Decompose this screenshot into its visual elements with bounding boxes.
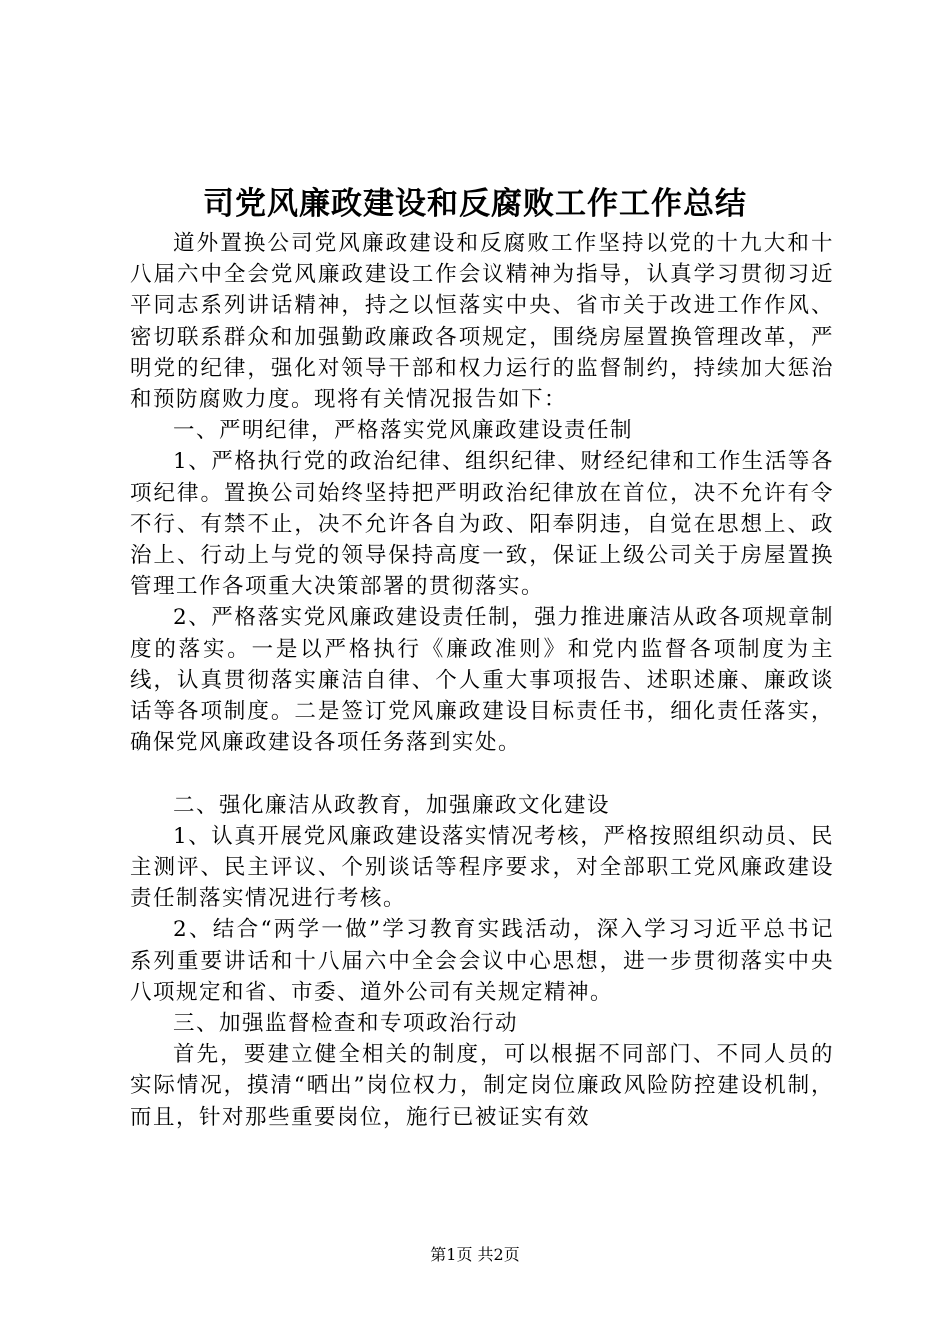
document-body [130,228,834,1133]
page-footer: 第1页 共2页 [430,1245,520,1264]
document-title: 司党风廉政建设和反腐败工作工作总结 [203,186,747,222]
paragraph-2-2: 2、结合“两学一做”学习教育实践活动，深入学习习近平总书记系列重要讲话和十八届六中全会会议中心思想，进一步贯彻落实中央八项规定和省、市委、道外公司有关规定精神。 [130,917,834,1005]
intro-paragraph: 道外置换公司党风廉政建设和反腐败工作坚持以党的十九大和十八届六中全会党风廉政建设工作会议精神为指导，认真学习贯彻习近平同志系列讲话精神，持之以恒落实中央、省市关于改进工作作风、密切联系群众和加强勤政廉政各项规定，围绕房屋置换管理改革，严明党的纪律，强化对领导干部和权力运行的监督制约，持续加大惩治和预防腐败力度。现将有关情况报告如下： [130,231,834,413]
section-heading-3: 三、加强监督检查和专项政治行动 [173,1011,519,1037]
paragraph-2-1: 1、认真开展党风廉政建设落实情况考核，严格按照组织动员、民主测评、民主评议、个别谈话等程序要求，对全部职工党风廉政建设责任制落实情况进行考核。 [130,823,834,912]
paragraph-1-2: 2、严格落实党风廉政建设责任制，强力推进廉洁从政各项规章制度的落实。一是以严格执行《廉政准则》和党内监督各项制度为主线，认真贯彻落实廉洁自律、个人重大事项报告、述职述廉、廉政谈话等各项制度。二是签订党风廉政建设目标责任书，细化责任落实，确保党风廉政建设各项任务落到实处。 [130,605,834,756]
paragraph-1-1: 1、严格执行党的政治纪律、组织纪律、财经纪律和工作生活等各项纪律。置换公司始终坚持把严明政治纪律放在首位，决不允许有令不行、有禁不止，决不允许各自为政、阳奉阴违，自觉在思想上、政治上、行动上与党的领导保持高度一致，保证上级公司关于房屋置换管理工作各项重大决策部署的贯彻落实。 [130,449,834,600]
paragraph-3-1: 首先，要建立健全相关的制度，可以根据不同部门、不同人员的实际情况，摸清“晒出”岗位权力，制定岗位廉政风险防控建设机制，而且，针对那些重要岗位，施行已被证实有效 [130,1042,834,1130]
section-heading-1: 一、严明纪律，严格落实党风廉政建设责任制 [173,418,634,444]
section-heading-2: 二、强化廉洁从政教育，加强廉政文化建设 [173,792,611,818]
